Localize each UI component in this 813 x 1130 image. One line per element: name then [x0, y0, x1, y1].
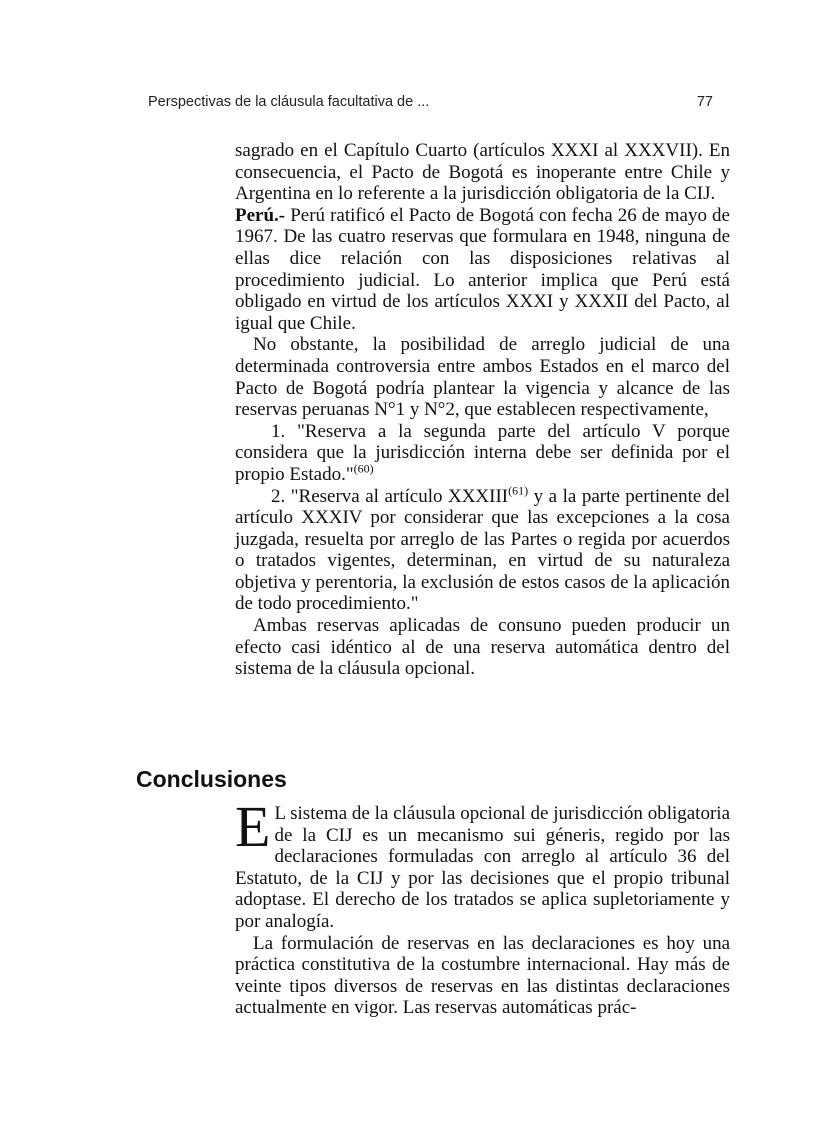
conclusions-1-text: L sistema de la cláusula opcional de jurisdicción obligatoria de la CIJ es un mecanismo sui géneris, regido por las declaraciones formuladas con arreglo al artículo 36 del Estatuto, de la CIJ y por las decisiones que el propio tribunal adoptase. El derecho de los tratados se aplica supletoriamente y por analogía.	[235, 803, 730, 932]
body-text-upper	[235, 140, 730, 680]
peru-label: Perú.-	[235, 204, 286, 226]
reservation-1	[235, 421, 730, 486]
paragraph-conclusions-1	[235, 794, 730, 933]
running-header	[148, 92, 713, 114]
reservation-2-lead: 2. "Reserva al artículo XXXIII	[271, 485, 509, 507]
page-number: 77	[696, 94, 713, 110]
peru-text: Perú ratificó el Pacto de Bogotá con fecha 26 de mayo de 1967. De las cuatro reservas que formulara en 1948, ninguna de ellas dice relación con las disposiciones relativas al procedimiento judicial. Lo anterior implica que Perú está obligado en virtud de los artículos XXXI y XXXII del Pacto, al igual que Chile.	[235, 204, 730, 334]
paragraph-continuation: sagrado en el Capítulo Cuarto (artículos XXXI al XXXVII). En consecuencia, el Pacto de Bogotá es inoperante entre Chile y Argentina en lo referente a la jurisdicción obligatoria de la CIJ.	[235, 140, 730, 205]
running-title: Perspectivas de la cláusula facultativa de ...	[148, 94, 430, 110]
paragraph-conclusions-2: La formulación de reservas en las declaraciones es hoy una práctica constitutiva de la costumbre internacional. Hay más de veinte tipos diversos de reservas en las distintas declaraciones actualmente en vigor. Las reservas automáticas prác-	[235, 932, 730, 1019]
paragraph-no-obstante: No obstante, la posibilidad de arreglo judicial de una determinada controversia entre ambos Estados en el marco del Pacto de Bogotá podría plantear la vigencia y alcance de las reservas peruanas N°1 y N°2, que establecen respectivamente,	[235, 334, 730, 421]
section-heading-conclusiones: Conclusiones	[136, 766, 287, 792]
reservation-2-text: y a la parte pertinente del artículo XXXIV por considerar que las excepciones a la cosa juzgada, resuelta por arreglo de las Partes o regida por acuerdos o tratados vigentes, determinan, en virtud de su naturaleza objetiva y perentoria, la exclusión de estos casos de la aplicación de todo procedimiento."	[235, 485, 730, 615]
footnote-ref-61: (61)	[508, 483, 529, 498]
paragraph-ambas-reservas: Ambas reservas aplicadas de consuno pueden producir un efecto casi idéntico al de una reserva automática dentro del sistema de la cláusula opcional.	[235, 615, 730, 680]
paragraph-peru	[235, 205, 730, 335]
reservation-2	[235, 483, 730, 616]
drop-cap: E	[235, 794, 271, 859]
footnote-ref-60: (60)	[353, 461, 374, 476]
reservation-1-text: 1. "Reserva a la segunda parte del artículo V porque considera que la jurisdicción interna debe ser definida por el propio Estado."	[235, 420, 730, 485]
body-text-conclusions	[235, 794, 730, 1019]
